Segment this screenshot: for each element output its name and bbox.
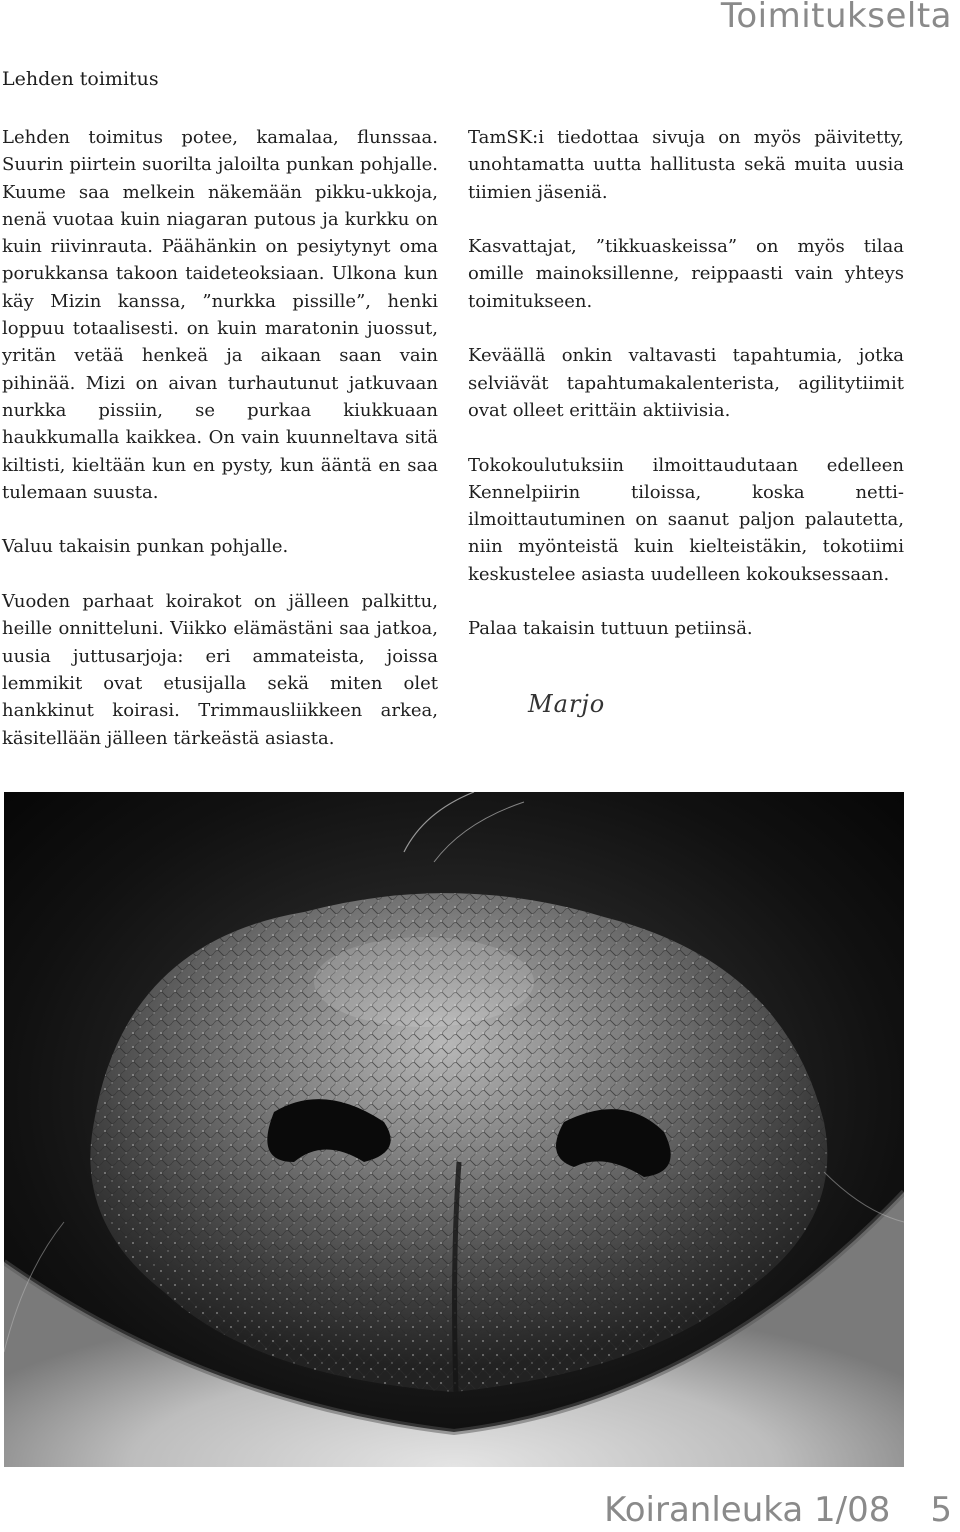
magazine-issue: Koiranleuka 1/08 [604,1490,891,1530]
article-heading: Lehden toimitus [2,68,159,90]
paragraph: Tokokoulutuksiin ilmoittaudutaan edelleen Kennelpiirin tiloissa, koska netti-ilmoittautuminen on saanut paljon palautetta, niin myönteistä kuin kielteistäkin, tokotiimi keskustelee asiasta uudelleen kokouksessaan. [468,454,904,585]
paragraph: Keväällä onkin valtavasti tapahtumia, jotka selviävät tapahtumakalenterista, agilitytiimit ovat olleet erittäin aktiivisia. [468,345,904,421]
page-footer [604,1490,952,1530]
dog-nose-photo [4,792,904,1467]
page-number: 5 [930,1490,952,1530]
signature: Marjo [528,690,606,718]
paragraph: Vuoden parhaat koirakot on jälleen palkittu, heille onnitteluni. Viikko elämästäni saa jatkoa, uusia juttusarjoja: eri ammateista, joissa lemmikit ovat etusijalla sekä miten olet hankkinut koirasi. Trimmausliikkeen arkea, käsitellään jälleen tärkeästä asiasta. [2,591,438,749]
left-column [2,124,438,779]
paragraph: Lehden toimitus potee, kamalaa, flunssaa. Suurin piirtein suorilta jaloilta punkan pohjalle. Kuume saa melkein näkemään pikku-ukkoja, nenä vuotaa kuin niagaran putous ja kurkku on kuin riivinrauta. Päähänkin on pesiytynyt oma porukkansa takoon taideteoksiaan. Ulkona kun käy Mizin kanssa, ”nurkka pissille”, henki loppuu totaalisesti. on kuin maratonin juossut, yritän vetää henkeä ja aikaan saan vain pihinää. Mizi on aivan turhautunut jatkuvaan nurkka pissiin, se purkaa kiukkuaan haukkumalla kaikkea. On vain kuunneltava sitä kiltisti, kieltään kun en pysty, kun ääntä en saa tulemaan suusta. [2,127,438,503]
right-column [468,124,904,670]
paragraph: TamSK:i tiedottaa sivuja on myös päivitetty, unohtamatta uutta hallitusta sekä muita uusia tiimien jäseniä. [468,127,904,203]
dog-nose-illustration [4,792,904,1467]
paragraph: Valuu takaisin punkan pohjalle. [2,536,289,558]
paragraph: Palaa takaisin tuttuun petiinsä. [468,618,753,640]
paragraph: Kasvattajat, ”tikkuaskeissa” on myös tilaa omille mainoksillenne, reippaasti vain yhteys toimitukseen. [468,236,904,312]
section-title: Toimitukselta [720,0,952,36]
